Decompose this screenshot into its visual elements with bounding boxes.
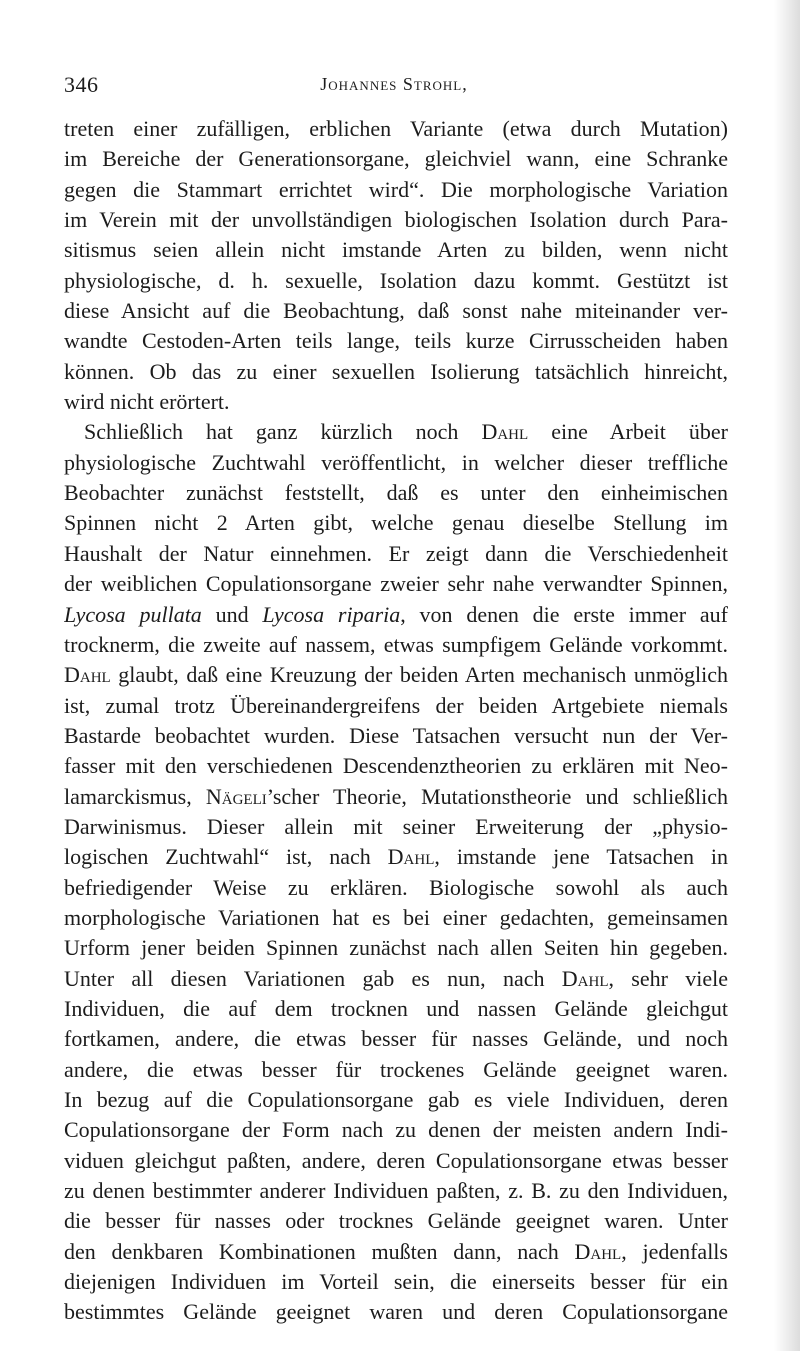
text-segment: physiologische, d. h. sexuelle, Isolation dazu kommt. Gestützt ist — [64, 267, 728, 293]
text-segment: sitismus seien allein nicht imstande Arten zu bilden, wenn nicht — [64, 237, 728, 263]
text-line — [64, 175, 728, 205]
text-segment: befriedigender Weise zu erklären. Biologische sowohl als auch — [64, 874, 728, 900]
text-segment: logischen Zuchtwahl“ ist, nach — [64, 844, 388, 870]
author-name: Dahl — [481, 419, 529, 445]
text-line — [64, 691, 728, 721]
body-text — [64, 114, 728, 1328]
text-line — [64, 1024, 728, 1054]
text-segment: Haushalt der Natur einnehmen. Er zeigt dann die Verschiedenheit — [64, 540, 728, 566]
text-line — [64, 782, 728, 812]
text-segment: In bezug auf die Copulationsorgane gab es viele Individuen, deren — [64, 1087, 728, 1112]
text-segment: treten einer zufälligen, erblichen Variante (etwa durch Mutation) — [64, 116, 728, 141]
text-segment: glaubt, daß eine Kreuzung der beiden Arten mechanisch unmöglich — [110, 662, 728, 688]
text-segment: die besser für nasses oder trocknes Gelände geeignet waren. Unter — [64, 1208, 728, 1234]
text-line — [64, 1206, 728, 1236]
text-segment: wandte Cestoden-Arten teils lange, teils kurze Cirrusscheiden haben — [64, 328, 728, 354]
text-line — [64, 357, 728, 387]
text-segment: andere, die etwas besser für trockenes Gelände geeignet waren. — [64, 1056, 728, 1082]
text-line — [64, 1267, 728, 1297]
text-line — [64, 994, 728, 1024]
text-segment: gegen die Stammart errichtet wird“. Die morphologische Variation — [64, 176, 728, 202]
text-line — [64, 1237, 728, 1267]
text-line — [64, 539, 728, 569]
text-segment: den denkbaren Kombinationen mußten dann, nach — [64, 1238, 575, 1264]
text-line — [64, 600, 728, 630]
page-edge-shadow — [774, 0, 800, 1351]
text-line — [64, 1055, 728, 1085]
text-segment: eine Arbeit über — [528, 419, 728, 445]
text-segment: physiologische Zuchtwahl veröffentlicht, in welcher dieser treffliche — [64, 449, 728, 475]
text-line — [64, 630, 728, 660]
author-name: Dahl — [64, 662, 111, 688]
text-segment: ist, zumal trotz Übereinandergreifens der beiden Artgebiete niemals — [64, 692, 728, 718]
text-segment: wird nicht erörtert. — [64, 389, 230, 415]
author-name: Dahl — [387, 844, 435, 870]
species-name: Lycosa pullata — [64, 601, 202, 627]
text-line — [64, 933, 728, 963]
text-line — [64, 1176, 728, 1206]
text-segment: Schließlich hat ganz kürzlich noch — [84, 419, 482, 445]
text-segment: im Bereiche der Generationsorgane, gleichviel wann, eine Schranke — [64, 146, 728, 172]
text-line — [64, 205, 728, 235]
text-line — [64, 842, 728, 872]
text-segment: ’scher Theorie, Mutationstheorie und schließlich — [266, 783, 728, 809]
text-segment: Beobachter zunächst feststellt, daß es unter den einheimischen — [64, 480, 728, 506]
text-line — [64, 266, 728, 296]
text-line — [64, 448, 728, 478]
text-segment: , sehr viele — [608, 965, 728, 991]
text-line — [64, 812, 728, 842]
text-line — [64, 873, 728, 903]
text-line — [64, 964, 728, 994]
text-line — [64, 1115, 728, 1145]
text-line — [64, 296, 728, 326]
text-segment: bestimmtes Gelände geeignet waren und deren Copulationsorgane — [64, 1299, 728, 1325]
text-segment: und — [201, 601, 263, 627]
text-segment: viduen gleichgut paßten, andere, deren Copulationsorgane etwas besser — [64, 1147, 728, 1173]
text-segment: Urform jener beiden Spinnen zunächst nach allen Seiten hin gegeben. — [64, 935, 728, 961]
text-line — [64, 326, 728, 356]
text-line — [64, 114, 728, 144]
text-segment: , jedenfalls — [621, 1238, 728, 1264]
text-segment: fasser mit den verschiedenen Descendenztheorien zu erklären mit Neo- — [64, 753, 728, 779]
text-line — [64, 387, 728, 417]
text-segment: , imstande jene Tatsachen in — [434, 844, 728, 870]
running-head: Johannes Strohl, — [320, 74, 468, 94]
text-line — [64, 1297, 728, 1327]
text-segment: Unter all diesen Variationen gab es nun, nach — [64, 965, 562, 991]
species-name: Lycosa riparia — [262, 601, 401, 627]
text-line — [64, 751, 728, 781]
text-line — [64, 1085, 728, 1115]
page-number: 346 — [64, 72, 99, 97]
text-segment: Individuen, die auf dem trocknen und nassen Gelände gleichgut — [64, 995, 728, 1021]
text-segment: zu denen bestimmter anderer Individuen paßten, z. B. zu den Individuen, — [64, 1178, 728, 1204]
text-line — [64, 417, 728, 447]
text-segment: Bastarde beobachtet wurden. Diese Tatsachen versucht nun der Ver- — [64, 722, 728, 748]
text-line — [64, 569, 728, 599]
text-line — [64, 144, 728, 174]
text-segment: , von denen die erste immer auf — [400, 601, 728, 627]
text-line — [64, 660, 728, 690]
text-segment: morphologische Variationen hat es bei einer gedachten, gemeinsamen — [64, 904, 728, 930]
text-segment: diese Ansicht auf die Beobachtung, daß sonst nahe miteinander ver- — [64, 298, 728, 324]
text-line — [64, 903, 728, 933]
text-segment: können. Ob das zu einer sexuellen Isolierung tatsächlich hinreicht, — [64, 358, 728, 384]
text-segment: fortkamen, andere, die etwas besser für nasses Gelände, und noch — [64, 1026, 728, 1052]
text-segment: der weiblichen Copulationsorgane zweier sehr nahe verwandter Spinnen, — [64, 571, 728, 597]
text-segment: im Verein mit der unvollständigen biologischen Isolation durch Para- — [64, 207, 728, 233]
author-name: Dahl — [574, 1238, 622, 1264]
text-segment: Darwinismus. Dieser allein mit seiner Erweiterung der „physio- — [64, 813, 728, 839]
text-segment: lamarckismus, — [64, 783, 206, 809]
text-segment: Spinnen nicht 2 Arten gibt, welche genau dieselbe Stellung im — [64, 510, 728, 536]
text-line — [64, 235, 728, 265]
text-line — [64, 1146, 728, 1176]
author-name: Nägeli — [205, 783, 267, 809]
text-line — [64, 508, 728, 538]
page-header — [64, 72, 724, 102]
text-segment: trocknerm, die zweite auf nassem, etwas sumpfigem Gelände vorkommt. — [64, 631, 728, 657]
text-segment: diejenigen Individuen im Vorteil sein, die einerseits besser für ein — [64, 1269, 728, 1295]
text-line — [64, 721, 728, 751]
text-segment: Copulationsorgane der Form nach zu denen der meisten andern Indi- — [64, 1117, 728, 1143]
text-line — [64, 478, 728, 508]
author-name: Dahl — [561, 965, 609, 991]
